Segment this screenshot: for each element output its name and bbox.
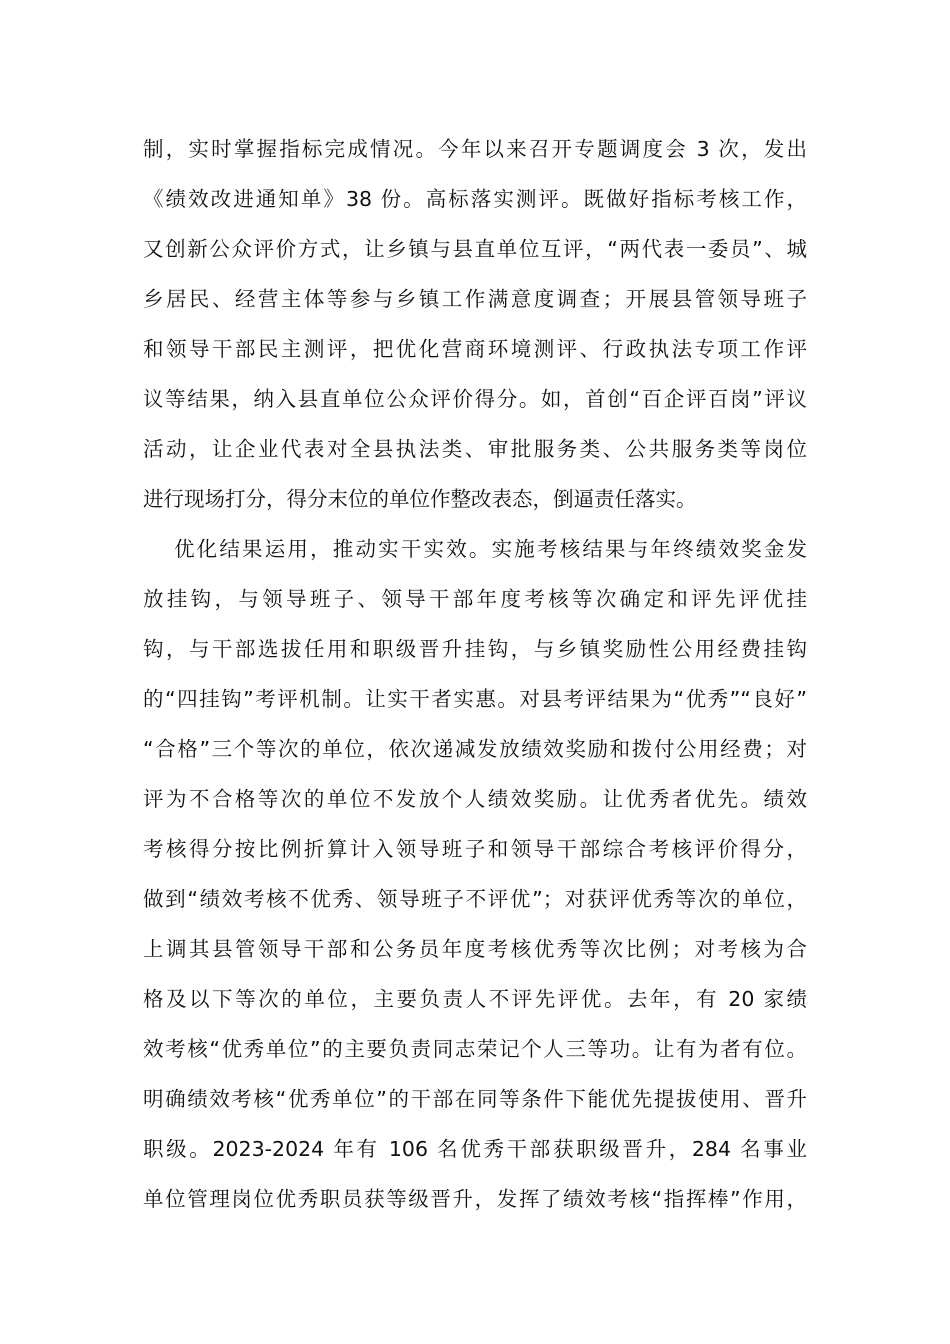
text-line-21: 职级。2023-2024 年有 106 名优秀干部获职级晋升，284 名事业 [143, 1137, 807, 1161]
text-line-1: 制，实时掌握指标完成情况。今年以来召开专题调度会 3 次，发出 [143, 137, 807, 161]
paragraph-heading-line: 优化结果运用，推动实干实效。实施考核结果与年终绩效奖金发 [174, 537, 807, 561]
text-line-3: 又创新公众评价方式，让乡镇与县直单位互评，“两代表一委员”、城 [143, 237, 807, 261]
text-line-14: 评为不合格等次的单位不发放个人绩效奖励。让优秀者优先。绩效 [143, 787, 807, 811]
text-line-20: 明确绩效考核“优秀单位”的干部在同等条件下能优先提拔使用、晋升 [143, 1087, 807, 1111]
text-line-10: 放挂钩，与领导班子、领导干部年度考核等次确定和评先评优挂 [143, 587, 807, 611]
text-line-17: 上调其县管领导干部和公务员年度考核优秀等次比例；对考核为合 [143, 937, 807, 961]
text-line-8: 进行现场打分，得分末位的单位作整改表态，倒逼责任落实。 [143, 487, 697, 511]
text-line-18: 格及以下等次的单位，主要负责人不评先评优。去年，有 20 家绩 [143, 987, 807, 1011]
text-line-13: “合格”三个等次的单位，依次递减发放绩效奖励和拨付公用经费；对 [143, 737, 807, 761]
text-line-2: 《绩效改进通知单》38 份。高标落实测评。既做好指标考核工作， [143, 187, 807, 211]
text-line-22: 单位管理岗位优秀职员获等级晋升，发挥了绩效考核“指挥棒”作用， [143, 1187, 807, 1211]
text-line-15: 考核得分按比例折算计入领导班子和领导干部综合考核评价得分， [143, 837, 807, 861]
text-line-5: 和领导干部民主测评，把优化营商环境测评、行政执法专项工作评 [143, 337, 807, 361]
text-line-6: 议等结果，纳入县直单位公众评价得分。如，首创“百企评百岗”评议 [143, 387, 807, 411]
text-line-12: 的“四挂钩”考评机制。让实干者实惠。对县考评结果为“优秀”“良好” [143, 687, 807, 711]
text-line-11: 钩，与干部选拔任用和职级晋升挂钩，与乡镇奖励性公用经费挂钩 [143, 637, 807, 661]
text-line-7: 活动，让企业代表对全县执法类、审批服务类、公共服务类等岗位 [143, 437, 807, 461]
text-line-16: 做到“绩效考核不优秀、领导班子不评优”；对获评优秀等次的单位， [143, 887, 807, 911]
text-line-4: 乡居民、经营主体等参与乡镇工作满意度调查；开展县管领导班子 [143, 287, 807, 311]
text-line-19: 效考核“优秀单位”的主要负责同志荣记个人三等功。让有为者有位。 [143, 1037, 807, 1061]
